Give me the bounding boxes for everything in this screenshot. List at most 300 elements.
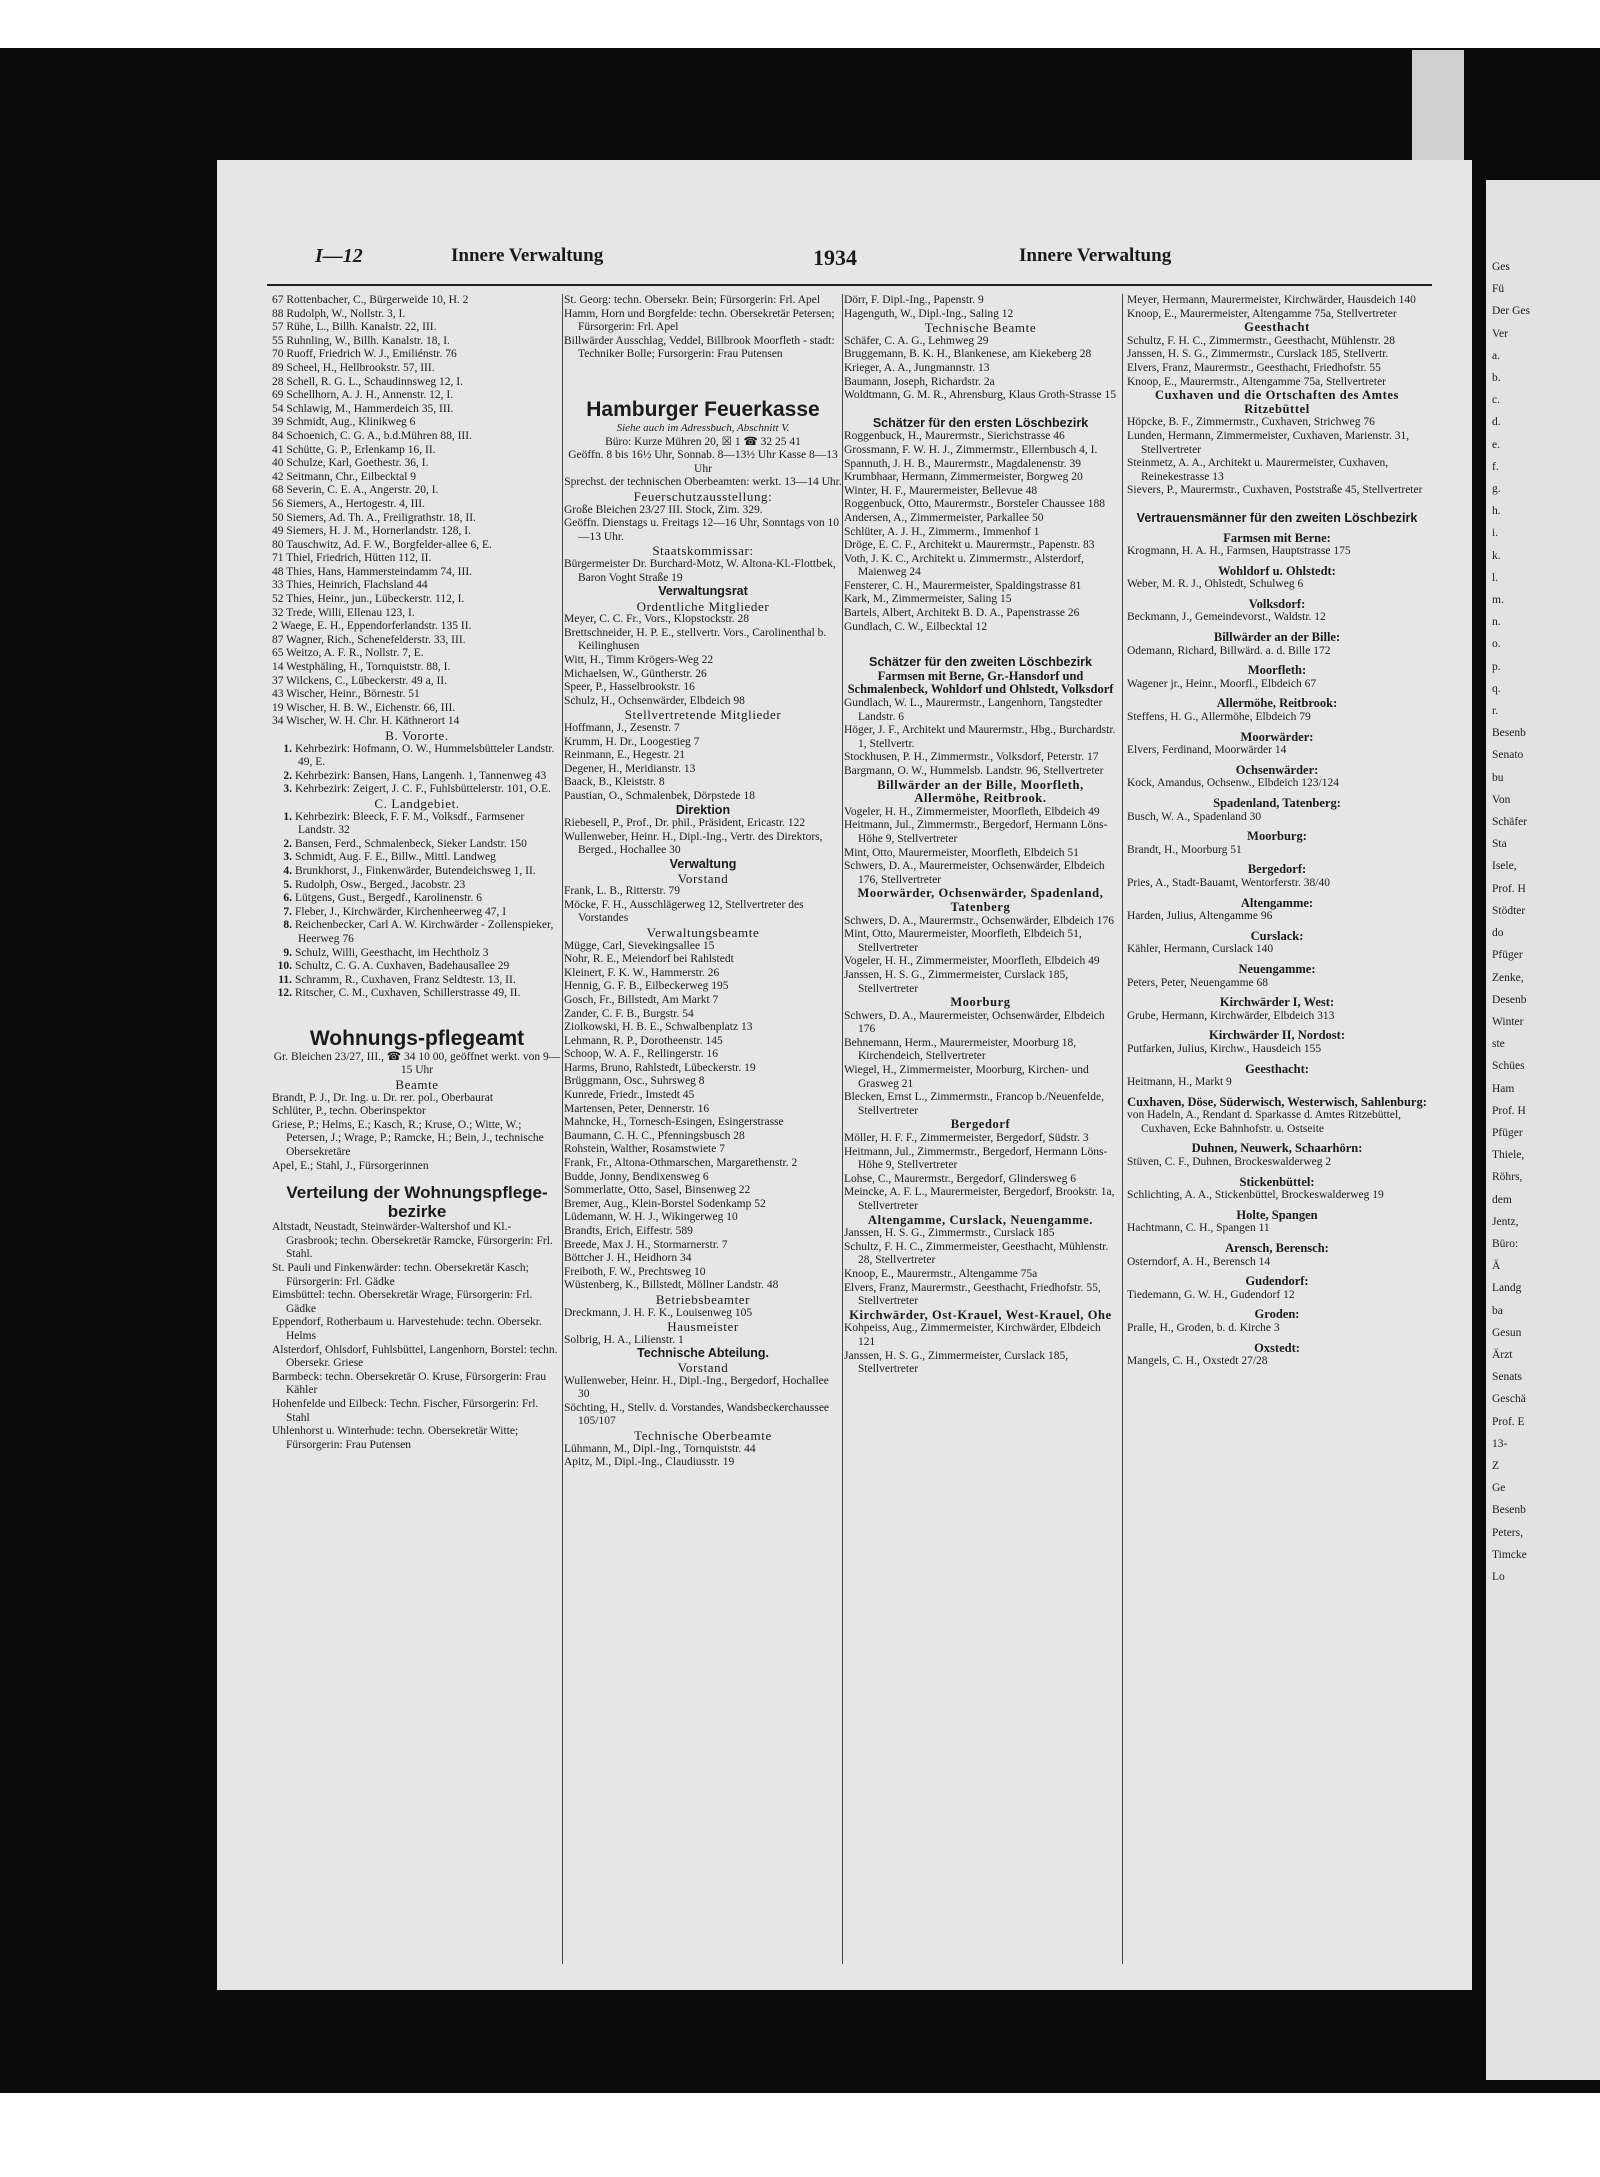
entry: Brandt, P. J., Dr. Ing. u. Dr. rer. pol., Oberbaurat (272, 1091, 494, 1104)
entry: Lohse, C., Maurermstr., Bergedorf, Glindersweg 6 (844, 1172, 1076, 1185)
entry: Kähler, Hermann, Curslack 140 (1127, 943, 1274, 956)
entry: Heitmann, Jul., Zimmermstr., Bergedorf, Hermann Löns-Höhe 9, Stellvertreter (844, 1145, 1108, 1172)
entry: Gundlach, C. W., Eilbecktal 12 (844, 620, 988, 633)
group-title: Moorwärder: (1240, 729, 1314, 744)
entry: 70 Ruoff, Friedrich W. J., Emiliénstr. 76 (272, 348, 457, 361)
column-3 (844, 294, 1117, 1377)
entry: Schoop, W. A. F., Rellingerstr. 16 (564, 1048, 719, 1061)
fragment-line: Z (1492, 1459, 1500, 1472)
entry: Knoop, E., Maurermstr., Altengamme 75a (844, 1267, 1038, 1280)
entry: Knoop, E., Maurermstr., Altengamme 75a, Stellvertreter (1127, 375, 1387, 388)
entry: 33 Thies, Heinrich, Flachsland 44 (272, 579, 428, 592)
entry: Hamm, Horn und Borgfelde: techn. Obersekretär Petersen; Fürsorgerin: Frl. Apel (564, 307, 835, 334)
entry: Eimsbüttel: techn. Obersekretär Wrage, Fürsorgerin: Frl. Gädke (272, 1289, 533, 1315)
entry: Wiegel, H., Zimmermeister, Moorburg, Kirchen- und Grasweg 21 (844, 1064, 1089, 1090)
fragment-line: Senato (1492, 749, 1524, 762)
entry: Schulz, H., Ochsenwärder, Elbdeich 98 (564, 694, 745, 707)
group-title: Altengamme: (1240, 895, 1314, 910)
fragment-line: d. (1492, 416, 1501, 429)
appraiser-list (844, 806, 1117, 888)
fragment-line: Besenb (1492, 727, 1526, 740)
fragment-lines (1486, 180, 1600, 1585)
fragment-line: Prof. E (1492, 1415, 1525, 1428)
group-title: Allermöhe, Reitbrook: (1216, 696, 1338, 711)
fragment-line: p. (1492, 660, 1501, 673)
fragment-line: Der Ges (1492, 305, 1530, 318)
fragment-line: Schäfer (1492, 816, 1528, 829)
numbered-entry (272, 974, 562, 988)
entry: Woldtmann, G. M. R., Ahrensburg, Klaus Groth-Strasse 15 (844, 389, 1116, 402)
entry: Lühmann, M., Dipl.-Ing., Tornquiststr. 44 (564, 1442, 756, 1455)
appraiser-list (844, 915, 1117, 997)
entry-number: 2. (283, 837, 292, 850)
fragment-line: Peters, (1492, 1526, 1523, 1539)
entry: 32 Trede, Willi, Ellenau 123, I. (272, 606, 415, 619)
entry-text: Schulz, Willi, Geesthacht, im Hechtholz 3 (295, 946, 489, 959)
column-divider (562, 294, 563, 1964)
fragment-line: Stödter (1492, 904, 1526, 917)
entry: Schultz, F. H. C., Zimmermeister, Geesthacht, Mühlenstr. 28, Stellvertreter (844, 1240, 1109, 1267)
numbered-entry (272, 960, 562, 974)
entry: 89 Scheel, H., Hellbrookstr. 57, III. (272, 361, 435, 374)
entry: Lehmann, R. P., Dorotheenstr. 145 (564, 1034, 723, 1047)
group-title: Gudendorf: (1245, 1274, 1309, 1289)
entry: Breede, Max J. H., Stormarnerstr. 7 (564, 1238, 728, 1251)
fragment-line: Von (1492, 793, 1511, 806)
numbered-entry (272, 919, 562, 946)
fragment-line: l. (1492, 571, 1499, 584)
entry: Gundlach, W. L., Maurermstr., Langenhorn, Tangstedter Landstr. 6 (844, 697, 1103, 723)
fragment-line: Timcke (1492, 1548, 1527, 1561)
entry: 42 Seitmann, Chr., Eilbecktal 9 (272, 470, 417, 483)
fragment-line: o. (1492, 638, 1501, 651)
entry-text: Schmidt, Aug. F. E., Billw., Mittl. Landweg (295, 851, 496, 864)
entry: Roggenbuck, H., Maurermstr., Sierichstrasse 46 (844, 430, 1065, 443)
fragment-line: q. (1492, 682, 1501, 695)
section-title: Verwaltung (669, 856, 737, 871)
appraiser-list (1127, 335, 1427, 389)
group-title: Kirchwärder I, West: (1219, 995, 1335, 1010)
numbered-entry (272, 811, 562, 838)
entry: Barmbeck: techn. Obersekretär O. Kruse, Fürsorgerin: Frau Kähler (272, 1370, 547, 1397)
entry-text: Bansen, Ferd., Schmalenbeck, Sieker Landstr. 150 (295, 837, 527, 850)
entry: Frank, Fr., Altona-Othmarschen, Margarethenstr. 2 (564, 1157, 798, 1170)
numbered-entry (272, 743, 562, 770)
group-title: Neuengamme: (1238, 961, 1316, 976)
fragment-line: Ham (1492, 1082, 1515, 1095)
entry: Janssen, H. S. G., Zimmermeister, Curslack 185, Stellvertreter (844, 1349, 1069, 1376)
fragment-line: Zenke, (1492, 971, 1524, 984)
entry: Schlüter, A. J. H., Zimmerm., Immenhof 1 (844, 525, 1040, 538)
page-number: I—12 (315, 245, 363, 267)
section-title: Vertrauensmänner für den zweiten Löschbezirk (1136, 510, 1418, 525)
district-heading: Moorwärder, Ochsenwärder, Spadenland, Tatenberg (857, 886, 1104, 914)
entry-number: 12. (277, 987, 292, 1000)
entry: Höpcke, B. F., Zimmermstr., Cuxhaven, Strichweg 76 (1127, 416, 1375, 429)
entry: Brandts, Erich, Eiffestr. 589 (564, 1225, 693, 1237)
member-list (564, 613, 842, 708)
entry-text: Kehrbezirk: Zeigert, J. C. F., Fuhlsbüttelerstr. 101, O.E. (295, 783, 551, 796)
entry: Krogmann, H. A. H., Farmsen, Hauptstrasse 175 (1127, 545, 1351, 558)
entry: Baack, B., Kleiststr. 8 (564, 776, 665, 789)
entry: Pralle, H., Groden, b. d. Kirche 3 (1127, 1322, 1280, 1334)
group-title: Geesthacht: (1245, 1061, 1309, 1076)
subsection-title: Technische Oberbeamte (634, 1427, 772, 1443)
exhibition-info (564, 504, 842, 545)
entry: Harden, Julius, Altengamme 96 (1127, 910, 1273, 923)
office-address: Gr. Bleichen 23/27, III., ☎ 34 10 00, geöffnet werkt. von 9—15 Uhr (273, 1050, 561, 1077)
reference-note: Siehe auch im Adressbuch, Abschnitt V. (616, 421, 790, 434)
section-title: Technische Abteilung. (637, 1346, 769, 1361)
fragment-line: Gesun (1492, 1326, 1522, 1339)
entry: von Hadeln, A., Rendant d. Sparkasse d. Amtes Ritzebüttel, Cuxhaven, Ecke Bahnhofstr. u. Ostseite (1127, 1109, 1402, 1135)
entry-number: 6. (283, 892, 292, 905)
entry: Schwers, D. A., Maurermeister, Ochsenwärder, Elbdeich 176, Stellvertreter (844, 860, 1105, 886)
entry: Apitz, M., Dipl.-Ing., Claudiusstr. 19 (564, 1456, 735, 1469)
district-heading: Farmsen mit Berne, Gr.-Hansdorf und Schmalenbeck, Wohldorf und Ohlstedt, Volksdorf (847, 668, 1114, 697)
page-header (217, 245, 1472, 275)
fragment-line: Thiele, (1492, 1149, 1525, 1162)
fragment-line: Ä (1492, 1260, 1501, 1273)
column-divider (842, 294, 843, 1964)
entry: Andersen, A., Zimmermeister, Parkallee 50 (844, 511, 1044, 524)
entry: Möcke, F. H., Ausschlägerweg 12, Stellvertreter des Vorstandes (564, 898, 804, 925)
fragment-line: Fü (1492, 283, 1505, 296)
entry-number: 1. (283, 742, 292, 755)
column-2 (564, 294, 842, 1470)
entry: Alsterdorf, Ohlsdorf, Fuhlsbüttel, Langenhorn, Borstel: techn. Obersekr. Griese (272, 1343, 558, 1370)
entry: Höger, J. F., Architekt und Maurermstr., Hbg., Burchardstr. 1, Stellvertr. (844, 724, 1116, 750)
entry: 69 Schellhorn, A. J. H., Annenstr. 12, I. (272, 389, 454, 402)
entry: Gosch, Fr., Billstedt, Am Markt 7 (564, 993, 719, 1006)
fragment-line: ba (1492, 1304, 1503, 1317)
fragment-line: Jentz, (1492, 1215, 1519, 1228)
entry: 40 Schulze, Karl, Goethestr. 36, I. (272, 457, 429, 470)
district-list (564, 294, 842, 362)
entry: Harms, Bruno, Rahlstedt, Lübeckerstr. 19 (564, 1061, 756, 1074)
numbered-entry (272, 892, 562, 906)
fragment-line: Ges (1492, 261, 1510, 273)
entry: Meyer, C. C. Fr., Vors., Klopstockstr. 28 (564, 613, 750, 626)
district-heading: Geesthacht (1244, 320, 1310, 335)
entry: 37 Wilckens, C., Lübeckerstr. 49 a, II. (272, 674, 447, 687)
group-title: Volksdorf: (1248, 596, 1306, 611)
appraiser-list (844, 1227, 1117, 1309)
entry: Voth, J. K. C., Architekt u. Zimmermstr., Alsterdorf, Maienweg 24 (844, 552, 1084, 579)
group-title: Bergedorf: (1247, 862, 1307, 877)
beamte-list (272, 1092, 562, 1174)
group-title: Kirchwärder II, Nordost: (1209, 1028, 1345, 1043)
entry: 2 Waege, E. H., Eppendorferlandstr. 135 II. (272, 620, 472, 633)
board-list (564, 885, 842, 926)
entry: 41 Schütte, G. P., Erlenkamp 16, II. (272, 443, 436, 456)
entry: 43 Wischer, Heinr., Börnestr. 51 (272, 688, 420, 701)
entry: Meincke, A. F. L., Maurermeister, Bergedorf, Brookstr. 1a, Stellvertreter (844, 1186, 1115, 1212)
entry: Sprechst. der technischen Oberbeamten: werkt. 13—14 Uhr. (564, 476, 842, 489)
fragment-line: e. (1492, 438, 1500, 451)
entry: Janssen, H. S. G., Zimmermstr., Curslack 185 (844, 1227, 1055, 1240)
entry: Kark, M., Zimmermeister, Saling 15 (844, 593, 1012, 606)
entry: Schultz, F. H. C., Zimmermstr., Geesthacht, Mühlenstr. 28 (1127, 334, 1396, 347)
fragment-line: Sta (1492, 838, 1507, 851)
section-title: B. Vororte. (385, 728, 449, 743)
fragment-line: r. (1492, 705, 1499, 718)
entry: Böttcher J. H., Heidhorn 34 (564, 1252, 692, 1265)
entry: Eppendorf, Rotherbaum u. Harvestehude: techn. Obersekr. Helms (272, 1316, 542, 1342)
entry: Elvers, Franz, Maurermstr., Geesthacht, Friedhofstr. 55, Stellvertreter (844, 1281, 1101, 1308)
entry: Steffens, H. G., Allermöhe, Elbdeich 79 (1127, 711, 1311, 724)
entry: Wüstenberg, K., Billstedt, Möllner Landstr. 48 (564, 1279, 779, 1292)
entry: Schäfer, C. A. G., Lehmweg 29 (844, 334, 989, 347)
fragment-line: ste (1492, 1038, 1505, 1051)
entry: Janssen, H. S. G., Zimmermeister, Curslack 185, Stellvertreter (844, 968, 1069, 995)
column-1 (272, 294, 562, 1452)
entry: Brandt, H., Moorburg 51 (1127, 843, 1242, 856)
fragment-line: Röhrs, (1492, 1171, 1523, 1184)
header-left-title: Innere Verwaltung (451, 245, 604, 266)
entry: Hachtmann, C. H., Spangen 11 (1127, 1222, 1270, 1235)
next-page-fragment (1486, 180, 1600, 2080)
trustee-groups (1127, 532, 1427, 1369)
entry: 87 Wagner, Rich., Schenefelderstr. 33, III. (272, 633, 466, 646)
appraiser-list (844, 430, 1117, 634)
entry: Martensen, Peter, Dennerstr. 16 (564, 1102, 710, 1115)
entry: Hoffmann, J., Zesenstr. 7 (564, 722, 680, 735)
fragment-line: bu (1492, 771, 1504, 784)
group-title: Wohldorf u. Ohlstedt: (1218, 563, 1336, 578)
entry: 88 Rudolph, W., Nollstr. 3, I. (272, 307, 406, 320)
appraiser-list (1127, 416, 1427, 498)
entry: 55 Ruhnling, W., Billh. Kanalstr. 18, I. (272, 334, 450, 347)
entry: Lüdemann, W. H. J., Wikingerweg 10 (564, 1211, 738, 1224)
entry: Hennig, G. F. B., Eilbeckerweg 195 (564, 980, 729, 993)
entry: Witt, H., Timm Krögers-Weg 22 (564, 654, 714, 667)
entry: Steinmetz, A. A., Architekt u. Maurermeister, Cuxhaven, Reinekestrasse 13 (1127, 457, 1389, 483)
numbered-entry (272, 838, 562, 852)
entry: Freiboth, F. W., Prechtsweg 10 (564, 1265, 706, 1278)
group-title: Cuxhaven, Döse, Süderwisch, Westerwisch, Sahlenburg: (1127, 1094, 1427, 1109)
entry-number: 10. (277, 960, 292, 973)
entry: Solbrig, H. A., Lilienstr. 1 (564, 1333, 684, 1346)
entry: 71 Thiel, Friedrich, Hütten 112, II. (272, 552, 432, 565)
entry: Geöffn. Dienstags u. Freitags 12—16 Uhr, Sonntags von 10—13 Uhr. (564, 517, 839, 543)
numbered-entry (272, 987, 562, 1001)
entry: Weber, M. R. J., Ohlstedt, Schulweg 6 (1127, 578, 1304, 591)
fragment-line: c. (1492, 394, 1500, 407)
entry-number: 1. (283, 810, 292, 823)
entry: Krieger, A. A., Jungmannstr. 13 (844, 361, 990, 374)
entry: Mint, Otto, Maurermeister, Moorfleth, Elbdeich 51 (844, 846, 1079, 859)
entry: Stockhusen, P. H., Zimmermstr., Volksdorf, Peterstr. 17 (844, 751, 1099, 764)
entry: 56 Siemers, A., Hertogestr. 4, III. (272, 497, 425, 510)
subsection-title: Stellvertretende Mitglieder (624, 707, 782, 723)
subsection-title: Vorstand (677, 1359, 729, 1375)
fragment-line: f. (1492, 460, 1499, 473)
district-heading: Billwärder an der Bille, Moorfleth, Allermöhe, Reitbrook. (877, 777, 1084, 806)
group-title: Oxstedt: (1254, 1340, 1300, 1355)
fragment-line: Ärzt (1492, 1348, 1513, 1361)
entry: Wullenweber, Heinr. H., Dipl.-Ing., Vertr. des Direktors, Berged., Hochallee 30 (564, 830, 823, 857)
fragment-line: Landg (1492, 1282, 1522, 1295)
entry: 67 Rottenbacher, C., Bürgerweide 10, H. 2 (272, 294, 469, 306)
entry-text: Kehrbezirk: Bleeck, F. F. M., Volksdf., Farmsener Landstr. 32 (295, 810, 525, 837)
section-title: Beamte (395, 1077, 439, 1093)
entry: 39 Schmidt, Aug., Klinikweg 6 (272, 416, 416, 429)
fragment-line: Besenb (1492, 1504, 1526, 1517)
appraiser-list (844, 1322, 1117, 1376)
fragment-line: b. (1492, 372, 1501, 385)
group-title: Billwärder an der Bille: (1213, 630, 1341, 645)
appraiser-list (844, 1010, 1117, 1119)
group-title: Duhnen, Neuwerk, Schaarhörn: (1191, 1141, 1363, 1156)
fragment-line: do (1492, 927, 1504, 940)
numbered-entry (272, 906, 562, 920)
entry: 48 Thies, Hans, Hammersteindamm 74, III. (272, 565, 473, 578)
feuerkasse-title: Hamburger Feuerkasse (586, 397, 820, 421)
entry-text: Kehrbezirk: Hofmann, O. W., Hummelsbütteler Landstr. 49, E. (295, 742, 555, 769)
tech-list (564, 1375, 842, 1429)
group-title: Holte, Spangen (1236, 1207, 1318, 1222)
entry: Sommerlatte, Otto, Sasel, Binsenweg 22 (564, 1184, 751, 1197)
fragment-line: Pfüger (1492, 949, 1523, 962)
entry: 19 Wischer, H. B. W., Eichenstr. 66, III. (272, 701, 456, 714)
entry: Mint, Otto, Maurermeister, Moorfleth, Elbdeich 51, Stellvertreter (844, 928, 1082, 954)
tech-list (564, 1443, 842, 1470)
section-title: Direktion (675, 802, 731, 817)
entry: Krumm, H. Dr., Loogestieg 7 (564, 735, 700, 748)
entry: Budde, Jonny, Bendixensweg 6 (564, 1170, 709, 1183)
group-title: Farmsen mit Berne: (1223, 530, 1331, 545)
entry: 52 Thies, Heinr., jun., Lübeckerstr. 112, I. (272, 593, 465, 606)
entry: Fensterer, C. H., Maurermeister, Spaldingstrasse 81 (844, 579, 1082, 592)
fragment-line: Prof. H (1492, 1104, 1526, 1117)
fragment-line: n. (1492, 616, 1501, 629)
header-right-title: Innere Verwaltung (1019, 245, 1172, 266)
group-title: Curslack: (1250, 928, 1304, 943)
entry-number: 4. (283, 864, 292, 877)
entry: Heitmann, H., Markt 9 (1127, 1076, 1232, 1089)
entry: Dröge, E. C. F., Architekt u. Maurermstr., Papenstr. 83 (844, 539, 1095, 552)
column-divider (1122, 294, 1123, 1964)
fragment-line: Winter (1492, 1015, 1524, 1028)
numbered-entry (272, 770, 562, 784)
entry-text: Brunkhorst, J., Finkenwärder, Butendeichsweg 1, II. (295, 864, 536, 877)
member-list (564, 722, 842, 804)
entry: Hohenfelde und Eilbeck: Techn. Fischer, Fürsorgerin: Frl. Stahl (272, 1397, 539, 1424)
entry: Wagener jr., Heinr., Moorfl., Elbdeich 67 (1127, 677, 1317, 690)
entry: Degener, H., Meridianstr. 13 (564, 762, 696, 775)
entry: Heitmann, Jul., Zimmermstr., Bergedorf, Hermann Löns-Höhe 9, Stellvertreter (844, 819, 1108, 845)
entry: Schlüter, P., techn. Oberinspektor (272, 1105, 426, 1118)
section-title: Schätzer für den ersten Löschbezirk (872, 415, 1089, 430)
entry-text: Schultz, C. G. A. Cuxhaven, Badehausallee 29 (295, 960, 510, 973)
entry-text: Lütgens, Gust., Bergedf., Karolinenstr. 6 (295, 892, 482, 905)
entry: Paustian, O., Schmalenbek, Dörpstede 18 (564, 790, 755, 802)
entry: Bargmann, O. W., Hummelsb. Landstr. 96, Stellvertreter (844, 765, 1104, 777)
entry: St. Georg: techn. Obersekr. Bein; Fürsorgerin: Frl. Apel (564, 294, 821, 306)
fragment-line: 13- (1492, 1437, 1508, 1450)
direction-list (564, 817, 842, 858)
district-list (272, 1221, 562, 1452)
header-year: 1934 (813, 245, 857, 270)
feuerkasse-info (564, 436, 842, 490)
section-title: C. Landgebiet. (374, 795, 460, 811)
district-heading: Bergedorf (950, 1117, 1011, 1132)
numbered-entry (272, 947, 562, 961)
entry: Schwers, D. A., Maurermstr., Ochsenwärder, Elbdeich 176 (844, 914, 1115, 927)
entry-number: 3. (283, 783, 292, 796)
entry-text: Schramm, R., Cuxhaven, Franz Seldtestr. 13, II. (295, 973, 516, 986)
fragment-line: k. (1492, 549, 1501, 562)
entry: Janssen, H. S. G., Zimmermstr., Curslack 185, Stellvertr. (1127, 348, 1389, 361)
entry: Riebesell, P., Prof., Dr. phil., Präsident, Ericastr. 122 (564, 817, 806, 830)
entry: Reinmann, E., Hegestr. 21 (564, 749, 686, 762)
entry: Rohstein, Walther, Rosamstwiete 7 (564, 1143, 725, 1156)
entry-text: Rudolph, Osw., Berged., Jacobstr. 23 (295, 878, 466, 891)
entry: Ziolkowski, H. B. E., Schwalbenplatz 13 (564, 1021, 753, 1034)
tech-staff-list (844, 335, 1117, 403)
entry: Bartels, Albert, Architekt B. D. A., Papenstrasse 26 (844, 607, 1080, 620)
entry-text: Fleber, J., Kirchwärder, Kirchenheerweg 47, I (295, 905, 507, 918)
entry: Lunden, Hermann, Zimmermeister, Cuxhaven, Marienstr. 31, Stellvertreter (1127, 429, 1410, 456)
numbered-entry (272, 879, 562, 893)
entry: Bürgermeister Dr. Burchard-Motz, W. Altona-Kl.-Flottbek, Baron Voght Straße 19 (564, 557, 836, 584)
section-title: Schätzer für den zweiten Löschbezirk (869, 655, 1092, 670)
entry: Winter, H. F., Maurermeister, Bellevue 48 (844, 484, 1038, 497)
entry: Baumann, Joseph, Richardstr. 2a (844, 375, 995, 388)
fragment-line: h. (1492, 505, 1501, 518)
entry-number: 5. (283, 878, 292, 891)
entry-number: 8. (283, 919, 292, 932)
entry: Vogeler, H. H., Zimmermeister, Moorfleth, Elbdeich 49 (844, 955, 1100, 968)
entry: 80 Tauschwitz, Ad. F. W., Borgfelder-allee 6, E. (272, 538, 492, 551)
vororte-list (272, 743, 562, 797)
entry: Baumann, C. H. C., Pfenningsbusch 28 (564, 1129, 745, 1142)
staff-list (564, 940, 842, 1293)
entry: 57 Rühe, L., Billh. Kanalstr. 22, III. (272, 321, 437, 334)
entry: Spannuth, J. H. B., Maurermstr., Magdalenenstr. 39 (844, 457, 1082, 470)
entry: Bruggemann, B. K. H., Blankenese, am Kiekeberg 28 (844, 348, 1092, 361)
entry: Frank, L. B., Ritterstr. 79 (564, 885, 680, 898)
group-title: Groden: (1254, 1307, 1300, 1322)
entry: Elvers, Franz, Maurermstr., Geesthacht, Friedhofstr. 55 (1127, 361, 1381, 374)
entry: Brettschneider, H. P. E., stellvertr. Vors., Carolinenthal b. Keilinghusen (564, 626, 827, 653)
entry: Beckmann, J., Gemeindevorst., Waldstr. 12 (1127, 611, 1326, 624)
document-page (217, 160, 1472, 1990)
entry: Busch, W. A., Spadenland 30 (1127, 810, 1262, 823)
entry: Brüggmann, Osc., Suhrsweg 8 (564, 1075, 705, 1088)
fragment-line: Pfüger (1492, 1126, 1523, 1139)
entry: Griese, P.; Helms, E.; Kasch, R.; Kruse, O.; Witte, W.; Petersen, J.; Wrage, P.; Ramcke, H.; Bein, J., technische Obersekretäre (272, 1118, 544, 1159)
fragment-line: Geschä (1492, 1393, 1526, 1406)
fragment-line: Schües (1492, 1060, 1525, 1073)
entry: 54 Schlawig, M., Hammerdeich 35, III. (272, 402, 454, 415)
entry: Geöffn. 8 bis 16½ Uhr, Sonnab. 8—13½ Uhr Kasse 8—13 Uhr (568, 449, 838, 475)
entry: Schwers, D. A., Maurermeister, Ochsenwärder, Elbdeich 176 (844, 1009, 1105, 1036)
fragment-line: Senats (1492, 1371, 1523, 1384)
fragment-line: Ge (1492, 1482, 1506, 1495)
entry: Hagenguth, W., Dipl.-Ing., Saling 12 (844, 307, 1014, 320)
entry: Kleinert, F. K. W., Hammerstr. 26 (564, 966, 720, 979)
subsection-title: Betriebsbeamter (655, 1291, 751, 1307)
section-title: Verwaltungsrat (658, 584, 748, 599)
entry: Pries, A., Stadt-Bauamt, Wentorferstr. 38/40 (1127, 876, 1330, 889)
landgebiet-list (272, 811, 562, 1001)
numbered-entry (272, 851, 562, 865)
section-title: Technische Beamte (924, 320, 1037, 336)
subsection-title: Hausmeister (667, 1319, 739, 1335)
entry: Schlichting, A. A., Stickenbüttel, Brockeswalderweg 19 (1127, 1189, 1384, 1202)
